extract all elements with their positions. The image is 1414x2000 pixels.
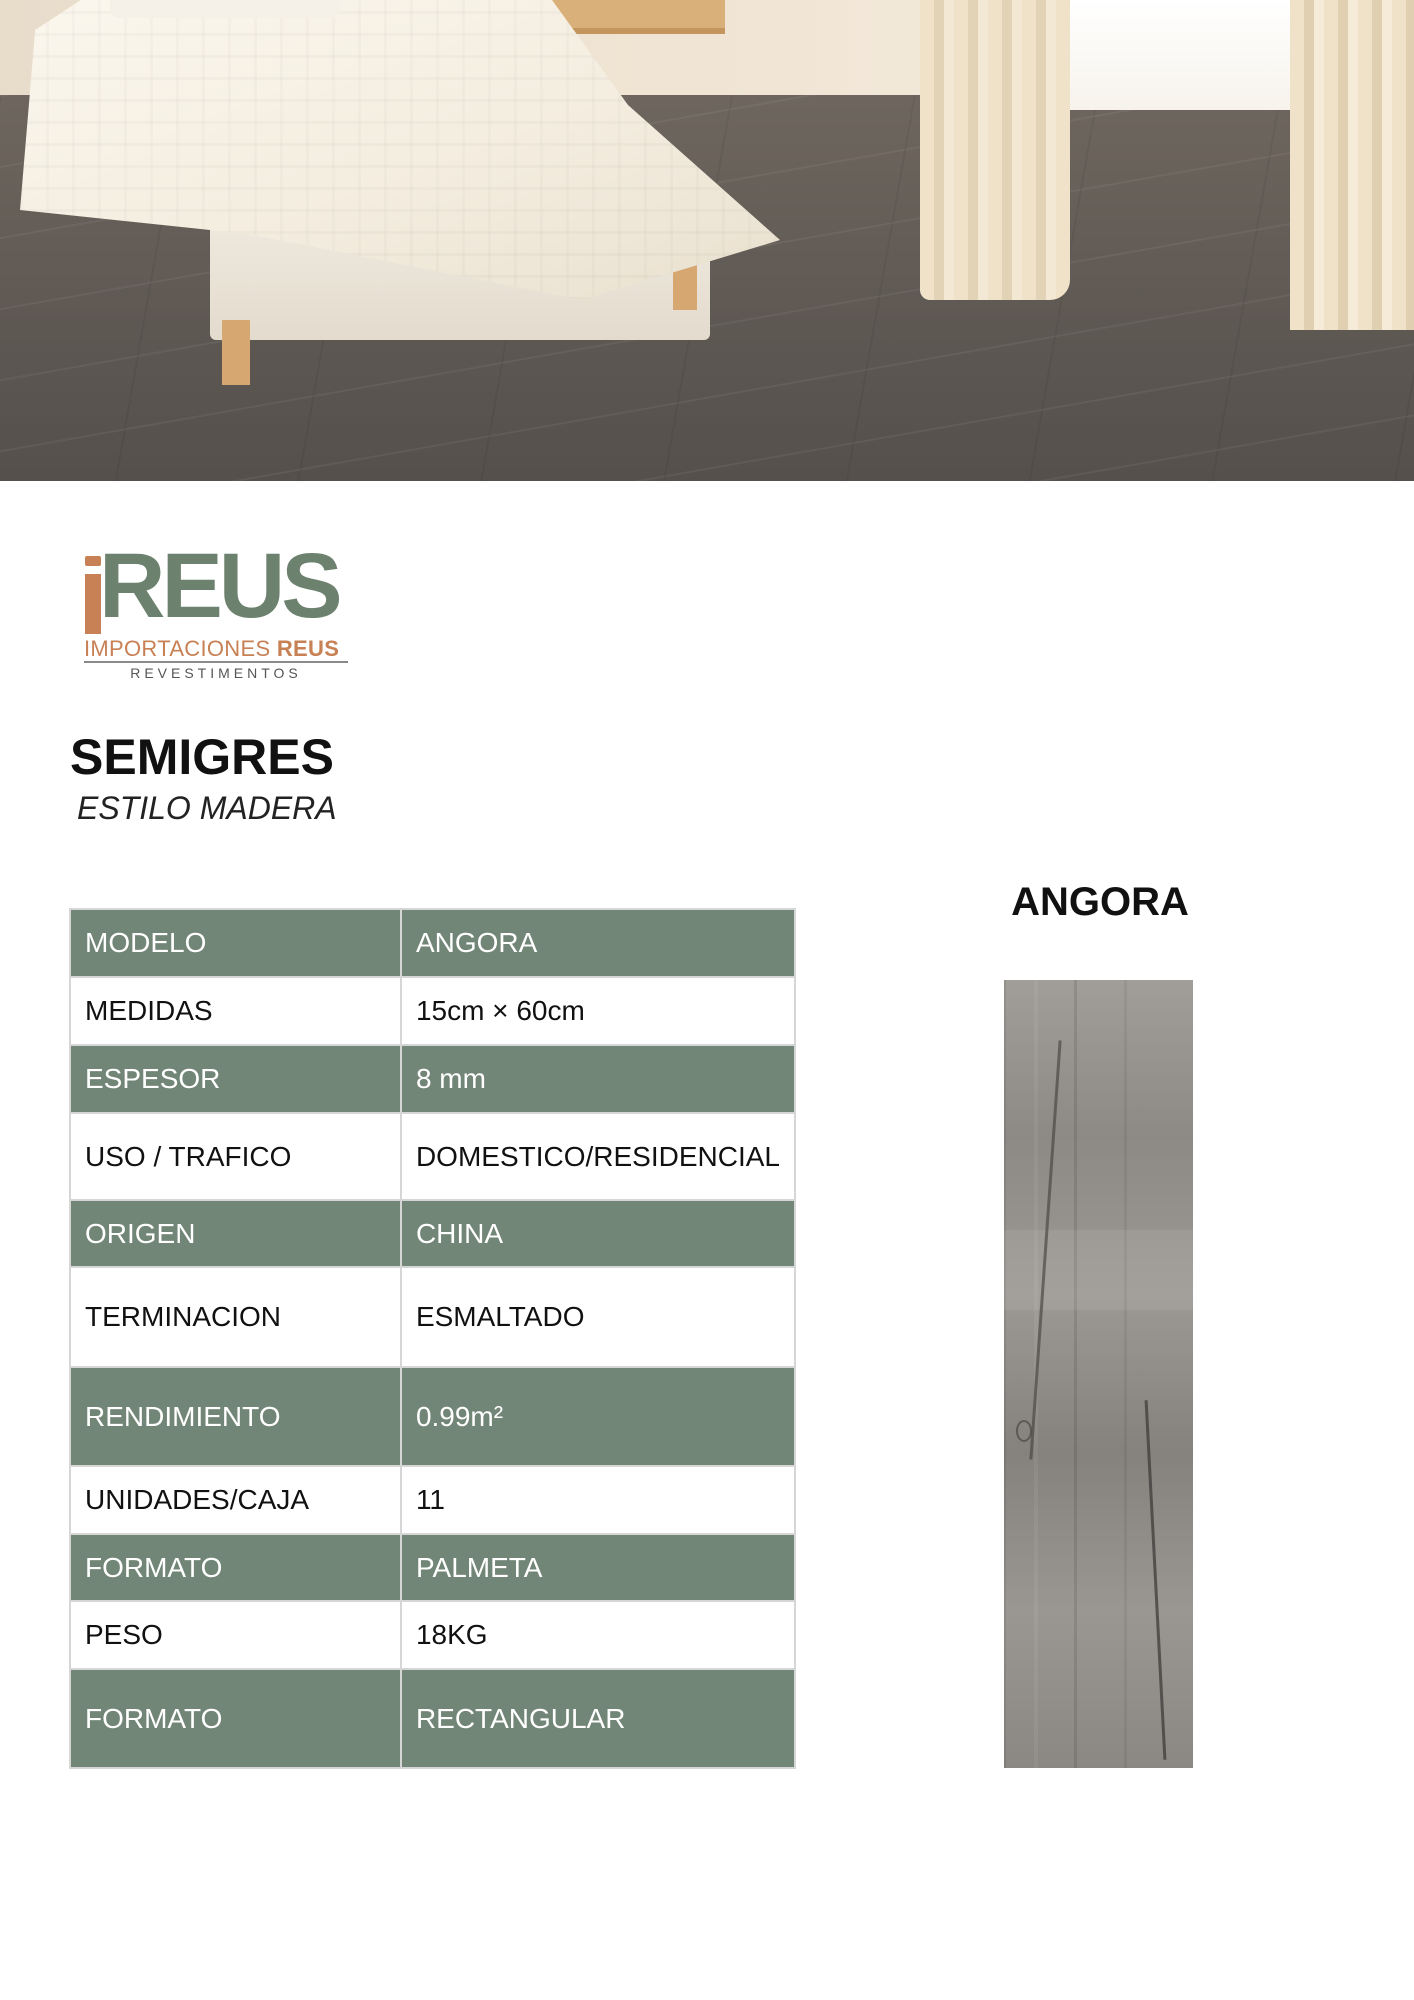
logo-company-prefix: IMPORTACIONES xyxy=(84,636,277,661)
spec-label: ORIGEN xyxy=(70,1200,401,1267)
tile-grain-band xyxy=(1004,1230,1193,1310)
spec-label: TERMINACION xyxy=(70,1267,401,1367)
spec-row-uso xyxy=(70,1113,795,1200)
page-title: SEMIGRES xyxy=(70,729,334,785)
spec-row-formato xyxy=(70,1534,795,1601)
tile-sample-image xyxy=(1004,980,1193,1768)
spec-label: UNIDADES/CAJA xyxy=(70,1466,401,1534)
spec-value: DOMESTICO/RESIDENCIAL xyxy=(401,1113,795,1200)
bed-leg xyxy=(222,320,250,385)
logo-tagline: REVESTIMENTOS xyxy=(130,665,302,681)
logo-brand-mark: REUS xyxy=(99,535,339,637)
spec-label: MODELO xyxy=(70,909,401,977)
spec-value: CHINA xyxy=(401,1200,795,1267)
spec-row-rendimiento xyxy=(70,1367,795,1466)
spec-row-unidades xyxy=(70,1466,795,1534)
logo-divider xyxy=(84,661,348,663)
curtain-left xyxy=(920,0,1070,300)
spec-row-formato-2 xyxy=(70,1669,795,1768)
spec-value: 11 xyxy=(401,1466,795,1534)
spec-table xyxy=(69,908,796,1769)
spec-row-origen xyxy=(70,1200,795,1267)
spec-label: RENDIMIENTO xyxy=(70,1367,401,1466)
hero-bedroom-photo xyxy=(0,0,1414,481)
curtain-right xyxy=(1290,0,1414,330)
tile-wood-knot xyxy=(1016,1420,1032,1442)
spec-label: FORMATO xyxy=(70,1534,401,1601)
company-logo xyxy=(84,535,354,684)
spec-value: ESMALTADO xyxy=(401,1267,795,1367)
spec-row-terminacion xyxy=(70,1267,795,1367)
logo-company-suffix: REUS xyxy=(276,636,340,661)
spec-row-espesor xyxy=(70,1045,795,1113)
pillow xyxy=(110,0,340,18)
spec-row-modelo xyxy=(70,909,795,977)
product-name: ANGORA xyxy=(1011,880,1189,924)
spec-value: PALMETA xyxy=(401,1534,795,1601)
spec-value: 18KG xyxy=(401,1601,795,1669)
spec-label: USO / TRAFICO xyxy=(70,1113,401,1200)
spec-label: MEDIDAS xyxy=(70,977,401,1045)
spec-value: ANGORA xyxy=(401,909,795,977)
spec-label: ESPESOR xyxy=(70,1045,401,1113)
tile-grain-crack xyxy=(1145,1400,1167,1760)
spec-value: 0.99m² xyxy=(401,1367,795,1466)
spec-row-peso xyxy=(70,1601,795,1669)
spec-value: RECTANGULAR xyxy=(401,1669,795,1768)
page-subtitle: ESTILO MADERA xyxy=(77,790,337,826)
spec-label: PESO xyxy=(70,1601,401,1669)
spec-value: 8 mm xyxy=(401,1045,795,1113)
spec-label: FORMATO xyxy=(70,1669,401,1768)
logo-company-name xyxy=(84,636,354,662)
spec-row-medidas xyxy=(70,977,795,1045)
spec-value: 15cm × 60cm xyxy=(401,977,795,1045)
